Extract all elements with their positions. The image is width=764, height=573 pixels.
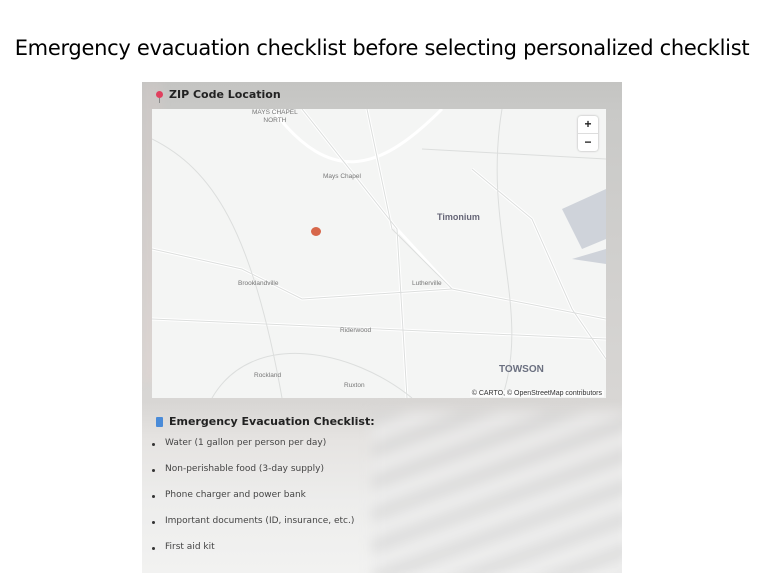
pushpin-icon: [156, 91, 163, 98]
list-item: First aid kit: [152, 542, 354, 568]
map-label: Lutherville: [412, 280, 442, 287]
slide-title: Emergency evacuation checklist before selecting personalized checklist: [14, 36, 750, 60]
list-item: Non-perishable food (3-day supply): [152, 464, 354, 490]
location-marker[interactable]: [311, 227, 321, 236]
bullet-icon: [152, 469, 155, 472]
map-section-header: [156, 88, 281, 101]
luggage-icon: [156, 417, 163, 427]
zoom-out-button[interactable]: −: [578, 133, 598, 151]
map-label: Rockland: [254, 372, 282, 379]
checklist-title: Emergency Evacuation Checklist:: [169, 415, 375, 428]
app-panel: [142, 82, 622, 573]
checklist: [152, 438, 354, 568]
list-item: Phone charger and power bank: [152, 490, 354, 516]
zoom-control: [578, 116, 598, 151]
checklist-header: [156, 415, 375, 428]
bullet-icon: [152, 495, 155, 498]
map-label: Brooklandville: [238, 280, 279, 287]
bullet-icon: [152, 547, 155, 550]
bullet-icon: [152, 521, 155, 524]
map[interactable]: [152, 109, 606, 398]
map-label: Ruxton: [344, 382, 365, 389]
map-roads: [152, 109, 606, 398]
map-section-title: ZIP Code Location: [169, 88, 281, 101]
bullet-icon: [152, 443, 155, 446]
list-item: Water (1 gallon per person per day): [152, 438, 354, 464]
map-label: Timonium: [437, 212, 480, 222]
background-blur: [372, 412, 622, 573]
map-label: Mays Chapel: [323, 173, 361, 180]
list-item: Important documents (ID, insurance, etc.): [152, 516, 354, 542]
map-label: MAYS CHAPEL NORTH: [252, 109, 298, 124]
map-label: Riderwood: [340, 327, 372, 334]
map-label: TOWSON: [499, 364, 544, 375]
zoom-in-button[interactable]: +: [584, 117, 592, 131]
map-attribution[interactable]: © CARTO, © OpenStreetMap contributors: [471, 390, 602, 397]
